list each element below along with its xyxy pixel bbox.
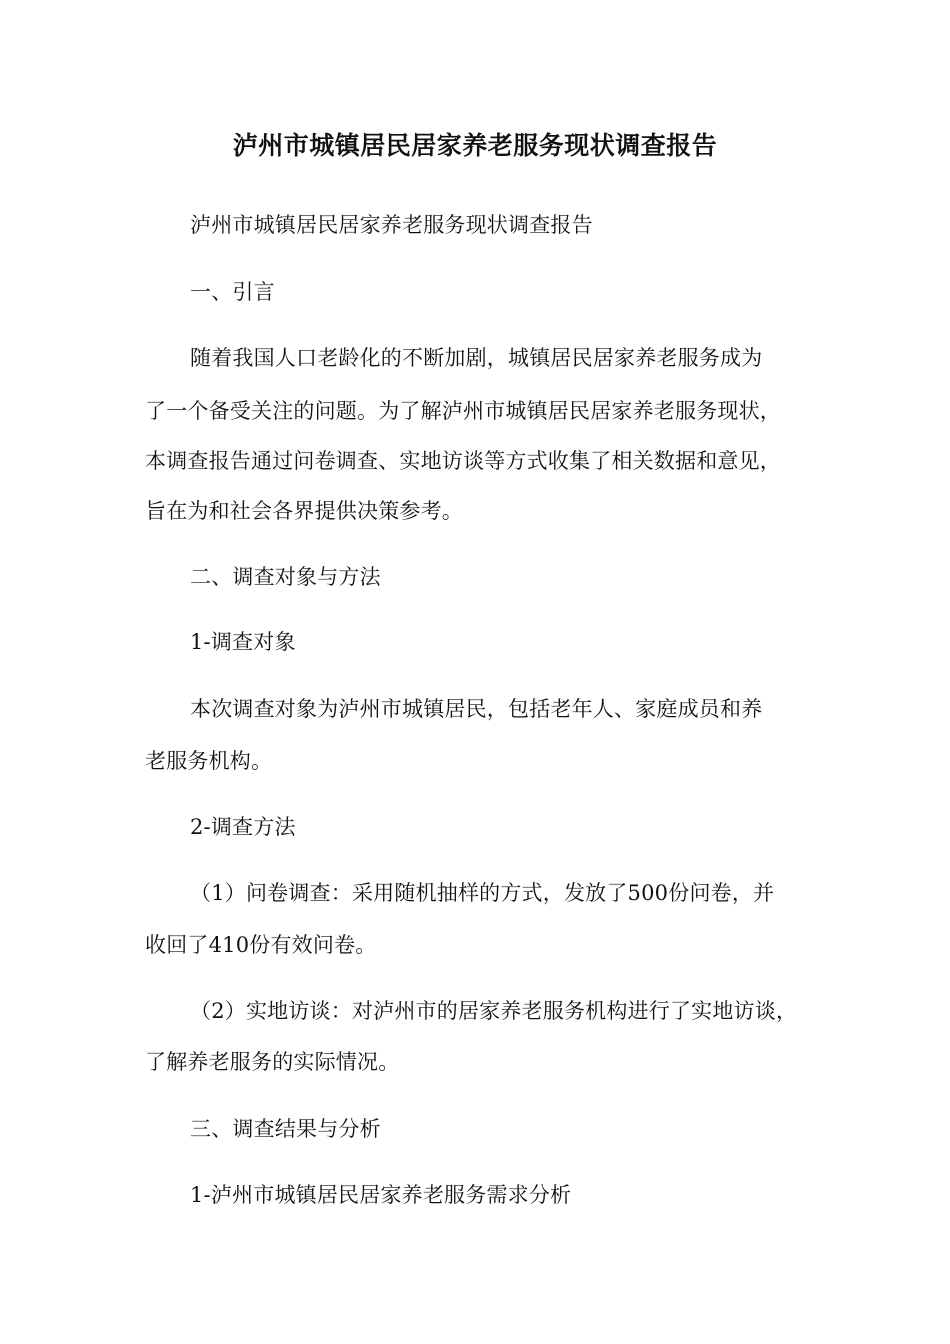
subsection-heading-methods: 2-调查方法	[190, 815, 296, 839]
section-heading-methods: 二、调查对象与方法	[190, 565, 381, 589]
paragraph-line: 收回了410份有效问卷。	[145, 933, 377, 957]
section-heading-intro: 一、引言	[190, 280, 275, 304]
paragraph-line: 了一个备受关注的问题。为了解泸州市城镇居民居家养老服务现状，	[145, 399, 781, 423]
paragraph-line: （2）实地访谈：对泸州市的居家养老服务机构进行了实地访谈，	[190, 999, 798, 1023]
paragraph-line: 本调查报告通过问卷调查、实地访谈等方式收集了相关数据和意见，	[145, 449, 781, 473]
paragraph-line: 本次调查对象为泸州市城镇居民，包括老年人、家庭成员和养	[190, 697, 763, 721]
paragraph-line: 了解养老服务的实际情况。	[145, 1050, 400, 1074]
paragraph-line: （1）问卷调查：采用随机抽样的方式，发放了500份问卷，并	[190, 881, 775, 905]
paragraph-line: 旨在为和社会各界提供决策参考。	[145, 499, 463, 523]
document-title: 泸州市城镇居民居家养老服务现状调查报告	[232, 131, 718, 160]
subsection-heading-subjects: 1-调查对象	[190, 630, 296, 654]
paragraph-line: 随着我国人口老龄化的不断加剧，城镇居民居家养老服务成为	[190, 346, 763, 370]
paragraph-line: 老服务机构。	[145, 749, 273, 773]
subtitle-line: 泸州市城镇居民居家养老服务现状调查报告	[190, 213, 593, 237]
section-heading-results: 三、调查结果与分析	[190, 1117, 381, 1141]
subsection-heading-demand: 1-泸州市城镇居民居家养老服务需求分析	[190, 1183, 572, 1207]
